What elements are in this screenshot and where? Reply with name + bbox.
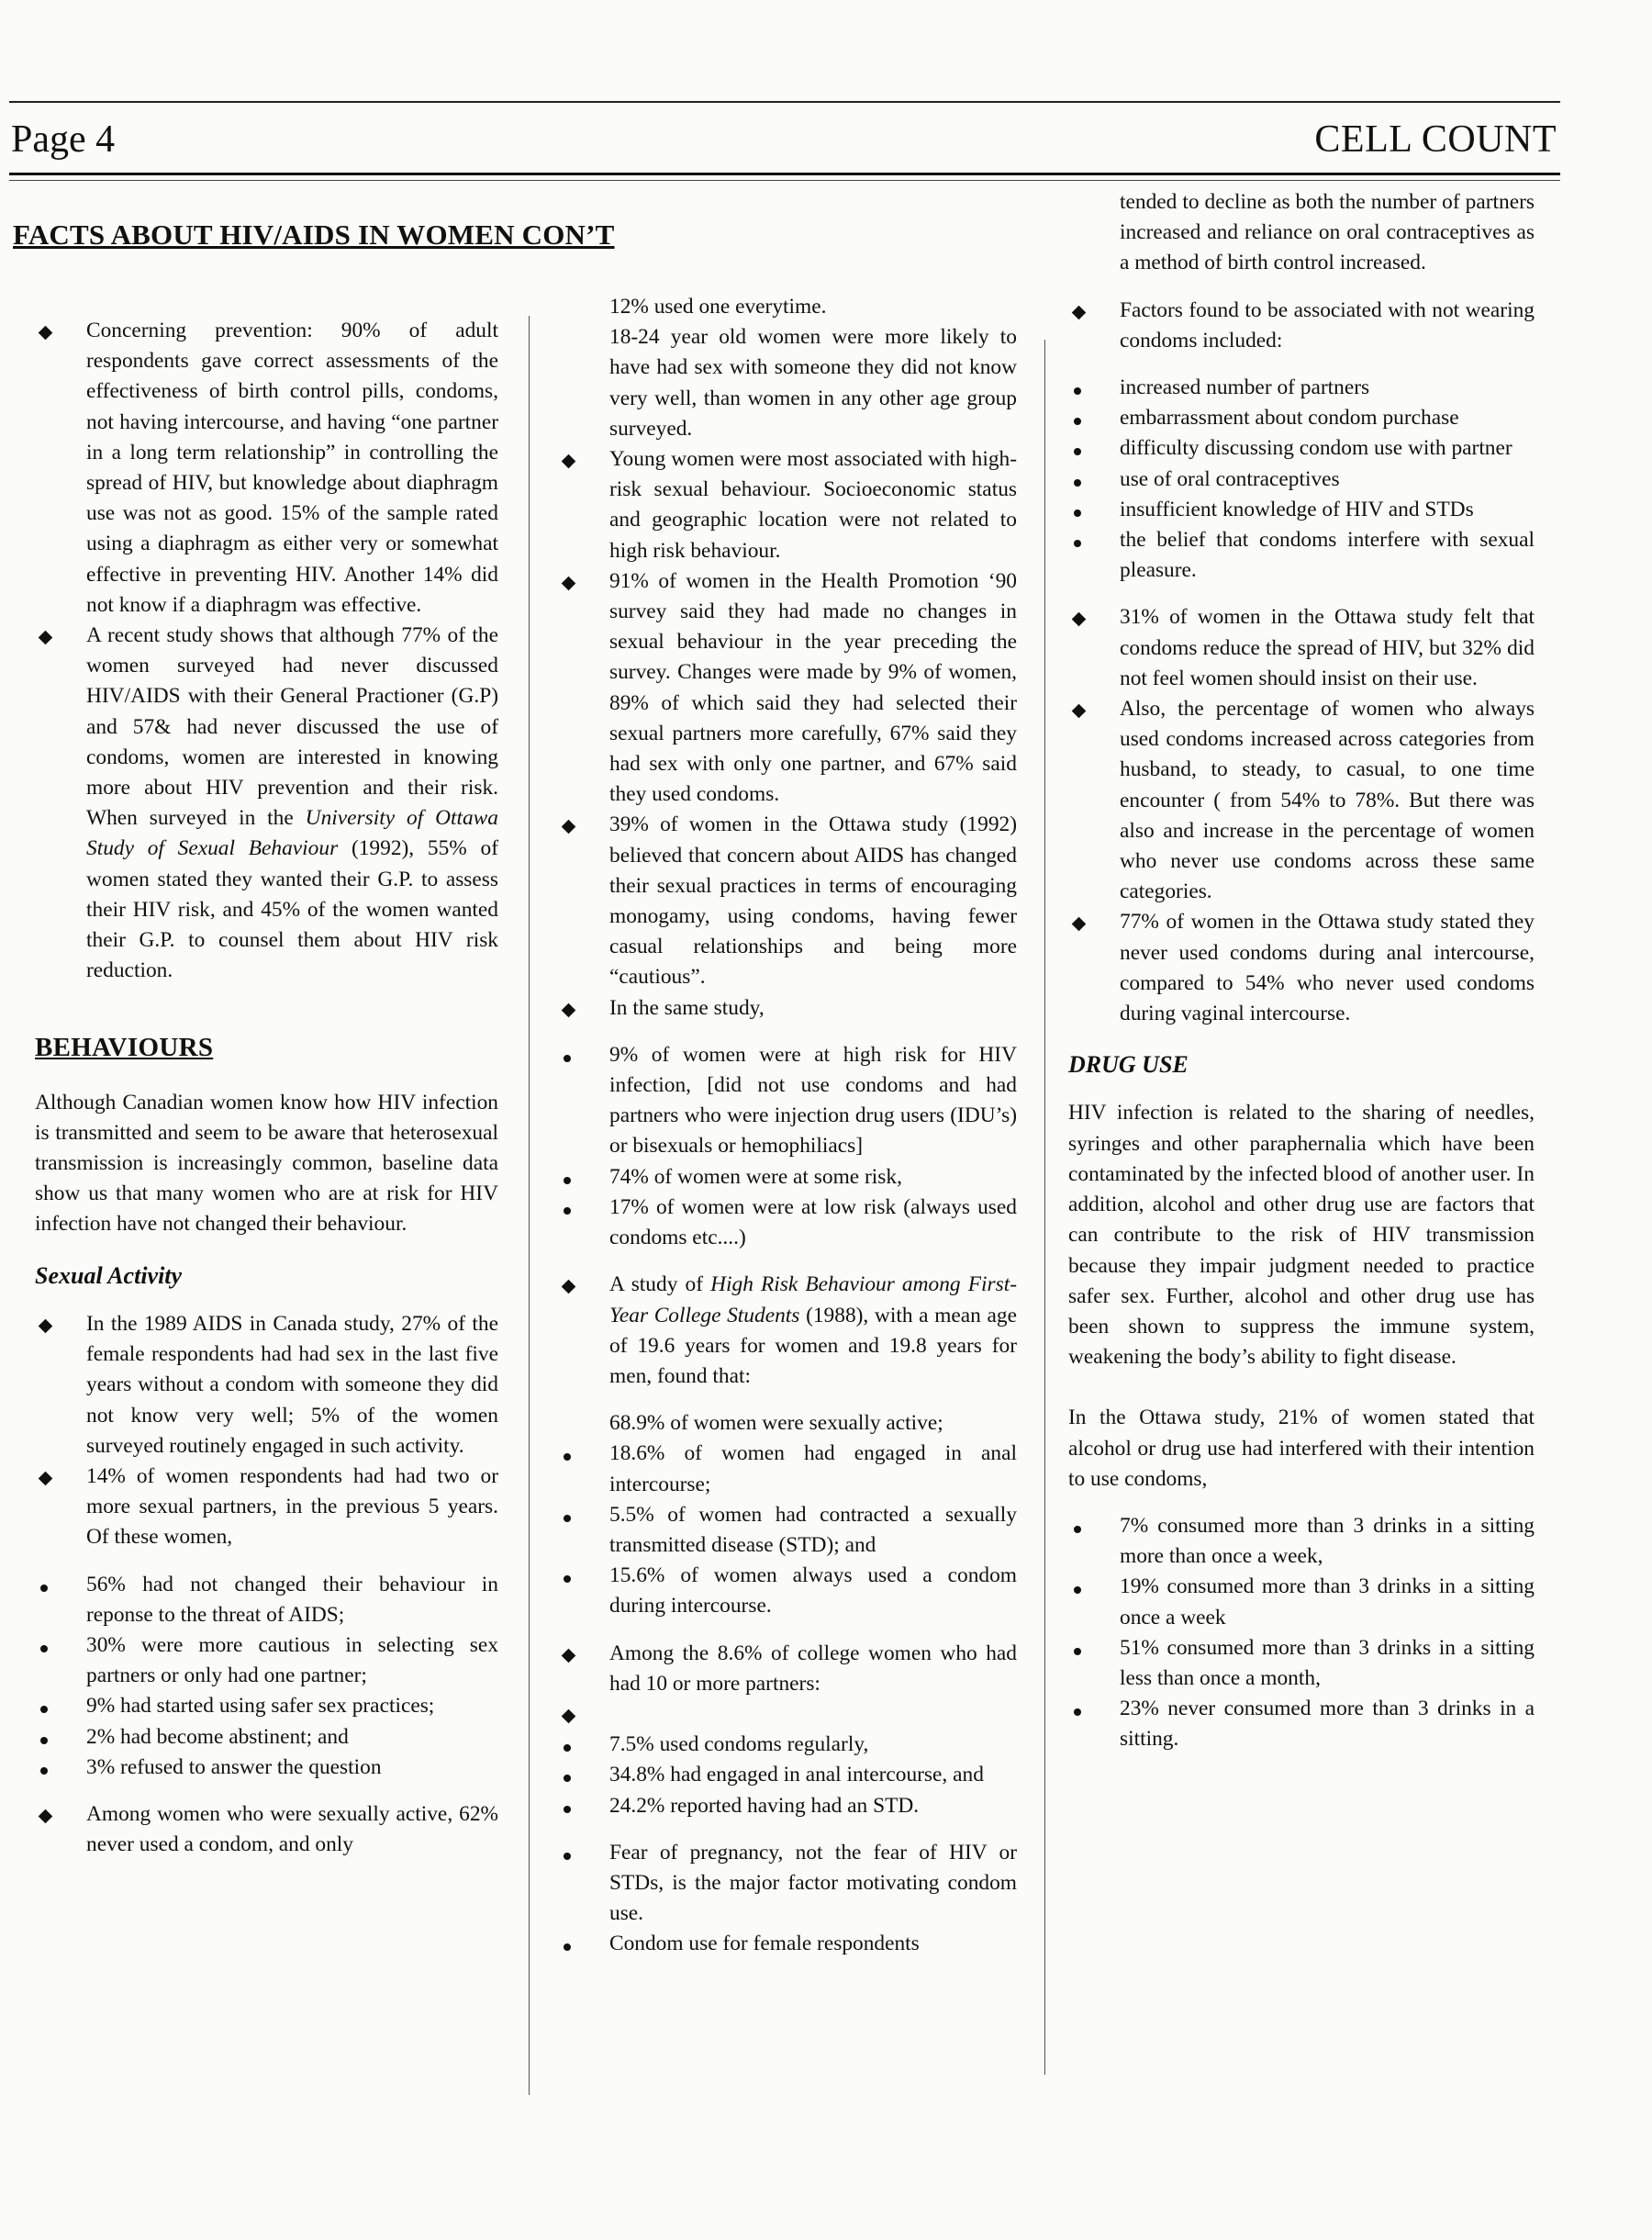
- list-item: [35, 1753, 498, 1783]
- bullet-text: 9% had started using safer sex practices;: [86, 1694, 435, 1719]
- list-item: [1068, 694, 1535, 907]
- bullet-text: 7% consumed more than 3 drinks in a sitting more than once a week,: [1120, 1513, 1535, 1569]
- bullet-text: the belief that condoms interfere with sexual pleasure.: [1120, 528, 1535, 583]
- list-item: [1068, 525, 1535, 586]
- diamond-bullet-icon: [562, 454, 576, 469]
- bullet-icon: [564, 1207, 571, 1215]
- diamond-bullet-icon: [562, 1280, 576, 1294]
- bullet-icon: [564, 1744, 571, 1752]
- study-title: University of Ottawa Study of Sexual Behaviour: [86, 806, 498, 861]
- bullet-text: 68.9% of women were sexually active;: [609, 1411, 943, 1436]
- column-divider: [529, 316, 530, 2095]
- list-item: [558, 1193, 1017, 1253]
- subheading-drug-use: DRUG USE: [1068, 1051, 1189, 1079]
- diamond-bullet-icon: [39, 1472, 53, 1486]
- list-item: [35, 316, 498, 621]
- paragraph: In the Ottawa study, 21% of women stated that alcohol or drug use had interfered with their intention to use condoms,: [1068, 1406, 1535, 1491]
- bullet-text: 74% of women were at some risk,: [609, 1164, 902, 1189]
- diamond-bullet-icon: [562, 1002, 576, 1017]
- list-item: [558, 1639, 1017, 1699]
- paragraph: 77% of women in the Ottawa study stated they never used condoms during anal intercourse, compared to 54% who never used condoms during vaginal intercourse.: [1120, 910, 1535, 1026]
- page-number: Page 4: [11, 118, 116, 161]
- paragraph: 12% used one everytime.: [609, 295, 827, 319]
- list-item: [35, 1570, 498, 1630]
- list-item: [1068, 433, 1535, 464]
- list-item: [558, 1838, 1017, 1930]
- bullet-icon: [564, 1775, 571, 1782]
- bullet-text: increased number of partners: [1120, 375, 1370, 400]
- bullet-icon: [1074, 387, 1081, 395]
- bullet-text: embarrassment about condom purchase: [1120, 406, 1459, 431]
- list-item: [1068, 373, 1535, 403]
- bullet-text: insufficient knowledge of HIV and STDs: [1120, 497, 1474, 521]
- list-item: [35, 1722, 498, 1753]
- paragraph: Concerning prevention: 90% of adult respondents gave correct assessments of the effectiveness of birth control pills, condoms, not having intercourse, and having “one partner in a long term relationship” in controlling the spread of HIV, but knowledge about diaphragm use was not as good. 15% of the sample rated using a diaphragm as either very or somewhat effective in preventing HIV. Another 14% did not know if a diaphragm was effective.: [86, 319, 498, 617]
- diamond-bullet-icon: [39, 326, 53, 341]
- study-title: High Risk Behaviour among First-Year College Students: [609, 1272, 1017, 1327]
- bullet-icon: [40, 1585, 48, 1592]
- paragraph: (1988), with a mean age of 19.6 years for women and 19.8 years for men, found that:: [609, 1303, 1017, 1388]
- bullet-text: 19% consumed more than 3 drinks in a sitting once a week: [1120, 1574, 1535, 1630]
- section-heading-behaviours: BEHAVIOURS: [35, 1033, 214, 1063]
- paragraph: (1992), 55% of women stated they wanted their G.P. to assess their HIV risk, and 45% of the women wanted their G.P. to counsel them about HIV risk reduction.: [86, 836, 498, 983]
- bullet-text: 56% had not changed their behaviour in reponse to the threat of AIDS;: [86, 1572, 498, 1627]
- bullet-icon: [40, 1737, 48, 1744]
- bullet-icon: [1074, 418, 1081, 425]
- list-item: [35, 1630, 498, 1691]
- list-item: [558, 1561, 1017, 1621]
- list-item: [35, 1309, 498, 1462]
- bullet-icon: [40, 1645, 48, 1652]
- column-3: [1068, 187, 1535, 1755]
- diamond-bullet-icon: [39, 1809, 53, 1824]
- list-item: [1068, 907, 1535, 1029]
- column-2: [558, 292, 1017, 1960]
- bullet-icon: [564, 1453, 571, 1461]
- bullet-text: use of oral contraceptives: [1120, 466, 1340, 491]
- list-item: [558, 1439, 1017, 1499]
- paragraph: A study of: [609, 1272, 703, 1297]
- list-item: [1068, 1633, 1535, 1694]
- bullet-icon: [1074, 448, 1081, 455]
- list-item: [1068, 1511, 1535, 1572]
- list-item: [35, 1691, 498, 1721]
- column-1: [35, 316, 498, 1860]
- list-item: [558, 993, 1017, 1024]
- list-item: [558, 1162, 1017, 1193]
- bullet-text: 18.6% of women had engaged in anal intercourse;: [609, 1441, 1017, 1496]
- paragraph: 14% of women respondents had had two or more sexual partners, in the previous 5 years. Of these women,: [86, 1463, 498, 1550]
- publication-title: CELL COUNT: [1314, 118, 1557, 161]
- bullet-text: Condom use for female respondents: [609, 1932, 920, 1956]
- bullet-text: difficulty discussing condom use with partner: [1120, 436, 1512, 461]
- paragraph: Young women were most associated with high-risk sexual behaviour. Socioeconomic status and geographic location were not related to high risk behaviour.: [609, 447, 1017, 563]
- diamond-bullet-icon: [39, 631, 53, 645]
- header-rule: [9, 180, 1560, 181]
- list-item: [1068, 403, 1535, 433]
- diamond-bullet-icon: [562, 1709, 576, 1724]
- paragraph: Factors found to be associated with not wearing condoms included:: [1120, 297, 1535, 353]
- paragraph: tended to decline as both the number of partners increased and reliance on oral contraceptives as a method of birth control increased.: [1120, 190, 1535, 275]
- paragraph: HIV infection is related to the sharing of needles, syringes and other paraphernalia which have been contaminated by the infected blood of another user. In addition, alcohol and other drug use are factors that can contribute to the risk of HIV transmission because they impair judgment needed to practice safer sex. Further, alcohol and other drug use has been shown to suppress the immune system, weakening the body’s ability to fight disease.: [1068, 1101, 1535, 1370]
- bullet-icon: [1074, 1708, 1081, 1716]
- diamond-bullet-icon: [562, 1648, 576, 1663]
- bullet-icon: [1074, 510, 1081, 517]
- list-item: [35, 1462, 498, 1553]
- bullet-text: 23% never consumed more than 3 drinks in a sitting.: [1120, 1697, 1535, 1752]
- paragraph: Among the 8.6% of college women who had had 10 or more partners:: [609, 1641, 1017, 1696]
- subheading-sexual-activity: Sexual Activity: [35, 1261, 183, 1289]
- paragraph: 31% of women in the Ottawa study felt that condoms reduce the spread of HIV, but 32% did not feel women should insist on their use.: [1120, 605, 1535, 690]
- bullet-icon: [40, 1706, 48, 1713]
- bullet-icon: [1074, 1586, 1081, 1594]
- list-item: [558, 1270, 1017, 1392]
- paragraph: Also, the percentage of women who always used condoms increased across categories from husband, to steady, to casual, to one time encounter ( from 54% to 78%. But there was also and increase in the percentage of women who never use condoms across these same categories.: [1120, 697, 1535, 904]
- bullet-icon: [1074, 1526, 1081, 1533]
- paragraph: 18-24 year old women were more likely to have had sex with someone they did not know very well, than women in any other age group surveyed.: [609, 325, 1017, 441]
- bullet-icon: [564, 1943, 571, 1951]
- list-item: [558, 1699, 1017, 1730]
- list-item: [558, 444, 1017, 566]
- list-item: [558, 1040, 1017, 1162]
- header-rule: [9, 173, 1560, 175]
- bullet-text: Fear of pregnancy, not the fear of HIV or STDs, is the major factor motivating condom use.: [609, 1840, 1017, 1926]
- column-divider: [1044, 340, 1045, 2075]
- diamond-bullet-icon: [1072, 612, 1087, 627]
- diamond-bullet-icon: [562, 577, 576, 591]
- list-item: [1068, 495, 1535, 525]
- list-item: [1068, 1694, 1535, 1754]
- diamond-bullet-icon: [1072, 704, 1087, 719]
- list-item: [1068, 465, 1535, 495]
- paragraph: 91% of women in the Health Promotion ‘90 survey said they had made no changes in sexual behaviour in the year preceding the survey. Changes were made by 9% of women, 89% of which said they had selected their sexual partners more carefully, 67% said they had sex with only one partner, and 67% said they used condoms.: [609, 568, 1017, 807]
- bullet-text: 15.6% of women always used a condom during intercourse.: [609, 1563, 1017, 1618]
- paragraph: Among women who were sexually active, 62% never used a condom, and only: [86, 1801, 498, 1857]
- list-item: [35, 1799, 498, 1860]
- paragraph: In the 1989 AIDS in Canada study, 27% of the female respondents had had sex in the last five years without a condom with someone they did not know very well; 5% of the women surveyed routinely engaged in such activity.: [86, 1311, 498, 1458]
- list-item: [1068, 296, 1535, 356]
- bullet-icon: [1074, 540, 1081, 547]
- list-item: [558, 1929, 1017, 1959]
- bullet-icon: [1074, 1648, 1081, 1655]
- list-item: [1068, 602, 1535, 694]
- bullet-text: 30% were more cautious in selecting sex partners or only had one partner;: [86, 1632, 498, 1688]
- paragraph: A recent study shows that although 77% of the women surveyed had never discussed HIV/AIDS with their General Practioner (G.P) and 57& had never discussed the use of condoms, women are interested in knowing more about HIV prevention and their risk. When surveyed in the: [86, 623, 498, 831]
- bullet-icon: [564, 1575, 571, 1583]
- paragraph: In the same study,: [609, 995, 765, 1020]
- bullet-text: 2% had become abstinent; and: [86, 1724, 349, 1749]
- bullet-icon: [564, 1055, 571, 1062]
- bullet-text: 51% consumed more than 3 drinks in a sitting less than once a month,: [1120, 1635, 1535, 1690]
- bullet-icon: [564, 1177, 571, 1184]
- bullet-icon: [564, 1515, 571, 1522]
- bullet-text: 5.5% of women had contracted a sexually transmitted disease (STD); and: [609, 1502, 1017, 1557]
- diamond-bullet-icon: [1072, 305, 1087, 319]
- bullet-text: 24.2% reported having had an STD.: [609, 1793, 920, 1818]
- paragraph: 39% of women in the Ottawa study (1992) believed that concern about AIDS has changed their sexual practices in terms of encouraging monogamy, using condoms, having fewer casual relationships and being more “cautious”.: [609, 812, 1017, 990]
- article-heading: FACTS ABOUT HIV/AIDS IN WOMEN CON’T: [13, 218, 615, 251]
- list-item: [1068, 1572, 1535, 1632]
- diamond-bullet-icon: [1072, 917, 1087, 932]
- list-item: [558, 566, 1017, 811]
- bullet-text: 7.5% used condoms regularly,: [609, 1732, 869, 1757]
- bullet-text: 34.8% had engaged in anal intercourse, and: [609, 1763, 984, 1787]
- bullet-text: 3% refused to answer the question: [86, 1754, 382, 1779]
- header-rule: [9, 101, 1560, 103]
- list-item: [35, 621, 498, 986]
- diamond-bullet-icon: [562, 820, 576, 834]
- bullet-icon: [564, 1806, 571, 1813]
- paragraph: Although Canadian women know how HIV infection is transmitted and seem to be aware that heterosexual transmission is increasingly common, baseline data show us that many women who are at risk for HIV infection have not changed their behaviour.: [35, 1090, 498, 1237]
- bullet-icon: [40, 1767, 48, 1775]
- bullet-text: 9% of women were at high risk for HIV infection, [did not use condoms and had partners who were injection drug users (IDU’s) or bisexuals or hemophiliacs]: [609, 1042, 1017, 1159]
- list-item: [558, 1760, 1017, 1790]
- list-item: [558, 1730, 1017, 1760]
- bullet-icon: [1074, 479, 1081, 487]
- bullet-icon: [564, 1853, 571, 1860]
- bullet-text: 17% of women were at low risk (always used condoms etc....): [609, 1194, 1017, 1250]
- list-item: [558, 1500, 1017, 1561]
- list-item: [558, 1791, 1017, 1821]
- diamond-bullet-icon: [39, 1319, 53, 1334]
- list-item: [558, 810, 1017, 992]
